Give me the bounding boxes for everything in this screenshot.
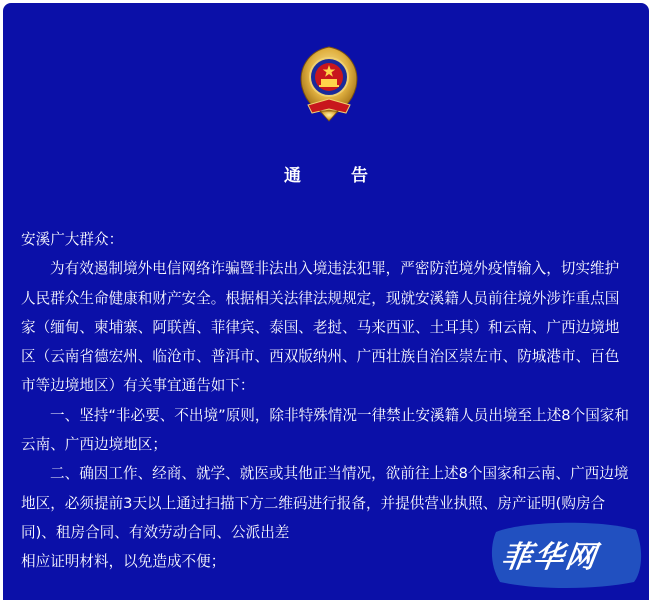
notice-paragraph: 一、坚持“非必要、不出境”原则，除非特殊情况一律禁止安溪籍人员出境至上述8个国家和云南、广西边境地区；: [21, 406, 629, 454]
notice-paragraph: 相应证明材料，以免造成不便；: [21, 553, 226, 571]
salutation: 安溪广大群众：: [21, 231, 124, 248]
police-emblem-icon: [294, 39, 364, 123]
notice-paragraph: 为有效遏制境外电信网络诈骗暨非法出入境违法犯罪，严密防范境外疫情输入，切实维护人民群众生命健康和财产安全。根据相关法律法规规定，现就安溪籍人员前往境外涉诈重点国家（缅甸、柬埔寨、阿联酋、菲律宾、泰国、老挝、马来西亚、土耳其）和云南、广西边境地区（云南省德宏州、临沧市、普洱市、西双版纳州、广西壮族自治区崇左市、防城港市、百色市等边境地区）有关事宜通告如下：: [21, 260, 620, 395]
notice-paragraph: 二、确因工作、经商、就学、就医或其他正当情况，欲前往上述8个国家和云南、广西边境地区，必须提前3天以上通过扫描下方二维码进行报备，并提供营业执照、房产证明(购房合同)、租房合同、有效劳动合同、公派出差: [21, 465, 629, 541]
notice-title: 通 告: [284, 166, 390, 186]
watermark-text: 菲华网: [499, 540, 600, 575]
notice-board: [3, 3, 649, 600]
